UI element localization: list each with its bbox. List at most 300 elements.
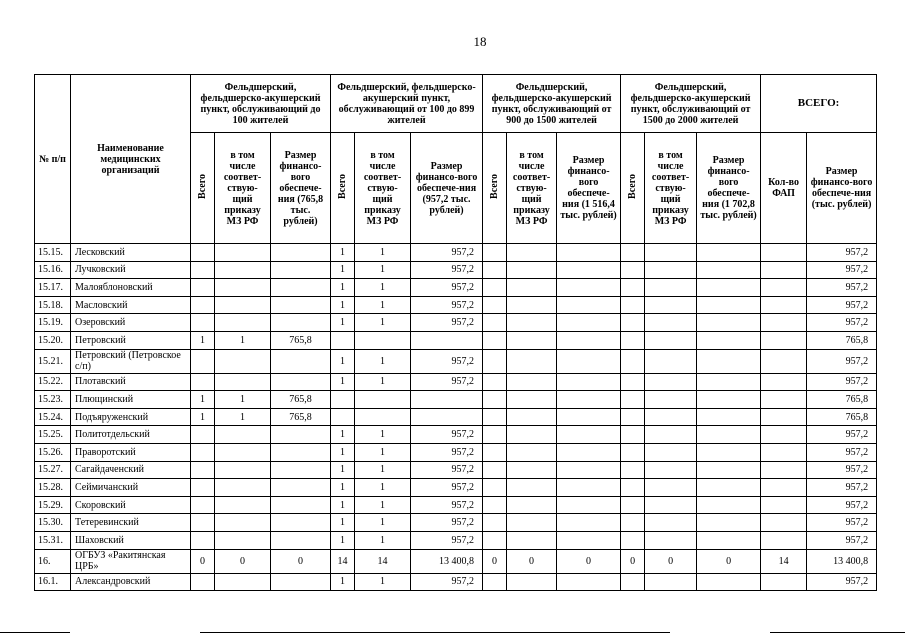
row-cell bbox=[557, 296, 621, 314]
row-cell: 1 bbox=[355, 496, 411, 514]
row-cell bbox=[271, 514, 331, 532]
row-cell bbox=[215, 244, 271, 262]
header-vsego-1: Всего bbox=[191, 133, 215, 244]
row-cell bbox=[215, 461, 271, 479]
row-cell bbox=[215, 531, 271, 549]
row-cell bbox=[557, 261, 621, 279]
row-number: 15.25. bbox=[35, 426, 71, 444]
row-cell: 1 bbox=[355, 573, 411, 591]
row-cell bbox=[697, 331, 761, 349]
row-cell: 765,8 bbox=[807, 331, 877, 349]
row-organization-name: Праворотский bbox=[71, 443, 191, 461]
row-cell: 765,8 bbox=[807, 391, 877, 409]
row-cell bbox=[645, 514, 697, 532]
row-organization-name: Плющинский bbox=[71, 391, 191, 409]
row-number: 15.23. bbox=[35, 391, 71, 409]
row-cell bbox=[645, 314, 697, 332]
row-organization-name: Подъяруженский bbox=[71, 408, 191, 426]
row-cell bbox=[621, 296, 645, 314]
bottom-rule-left bbox=[0, 632, 70, 633]
row-number: 16.1. bbox=[35, 573, 71, 591]
row-cell: 13 400,8 bbox=[411, 549, 483, 573]
row-cell: 957,2 bbox=[807, 261, 877, 279]
row-cell bbox=[355, 331, 411, 349]
row-cell bbox=[331, 331, 355, 349]
header-group-2: Фельдшерский, фельдшерско-акушерский пункт, обслуживающий от 100 до 899 жителей bbox=[331, 75, 483, 133]
row-cell: 1 bbox=[215, 391, 271, 409]
row-cell bbox=[507, 514, 557, 532]
row-organization-name: Лесковский bbox=[71, 244, 191, 262]
row-cell: 957,2 bbox=[411, 244, 483, 262]
row-cell bbox=[645, 296, 697, 314]
row-cell bbox=[761, 496, 807, 514]
row-cell: 957,2 bbox=[411, 443, 483, 461]
row-cell bbox=[483, 314, 507, 332]
header-v-tom-1: в том числе соответ-ствую-щий приказу МЗ РФ bbox=[215, 133, 271, 244]
row-cell: 14 bbox=[355, 549, 411, 573]
row-cell bbox=[761, 279, 807, 297]
row-number: 15.30. bbox=[35, 514, 71, 532]
row-cell: 957,2 bbox=[807, 573, 877, 591]
row-cell: 1 bbox=[331, 496, 355, 514]
header-group-3: Фельдшерский, фельдшерско-акушерский пункт, обслуживающий от 900 до 1500 жителей bbox=[483, 75, 621, 133]
row-cell: 1 bbox=[355, 373, 411, 391]
row-cell bbox=[621, 514, 645, 532]
header-v-tom-3: в том числе соответ-ствую-щий приказу МЗ РФ bbox=[507, 133, 557, 244]
row-cell bbox=[697, 443, 761, 461]
row-cell: 957,2 bbox=[411, 373, 483, 391]
row-number: 15.15. bbox=[35, 244, 71, 262]
bottom-rule-center bbox=[200, 632, 670, 633]
row-cell bbox=[191, 531, 215, 549]
row-cell bbox=[697, 514, 761, 532]
row-cell: 1 bbox=[355, 314, 411, 332]
row-cell bbox=[621, 461, 645, 479]
row-cell bbox=[215, 443, 271, 461]
row-cell: 957,2 bbox=[807, 349, 877, 373]
row-cell bbox=[761, 296, 807, 314]
row-cell bbox=[621, 373, 645, 391]
row-cell bbox=[697, 261, 761, 279]
row-cell bbox=[761, 479, 807, 497]
header-fin-3: Размер финансо-вого обеспече-ния (1 516,4 тыс. рублей) bbox=[557, 133, 621, 244]
row-cell bbox=[483, 391, 507, 409]
row-cell: 14 bbox=[331, 549, 355, 573]
row-cell bbox=[191, 244, 215, 262]
table-row bbox=[35, 479, 877, 497]
header-v-tom-4: в том числе соответ-ствую-щий приказу МЗ РФ bbox=[645, 133, 697, 244]
row-cell bbox=[483, 443, 507, 461]
row-cell: 1 bbox=[355, 279, 411, 297]
row-cell bbox=[645, 279, 697, 297]
row-cell bbox=[483, 426, 507, 444]
table-row bbox=[35, 573, 877, 591]
row-cell bbox=[621, 261, 645, 279]
row-number: 15.19. bbox=[35, 314, 71, 332]
row-cell bbox=[697, 479, 761, 497]
row-cell bbox=[507, 443, 557, 461]
row-cell: 0 bbox=[191, 549, 215, 573]
row-cell: 957,2 bbox=[807, 531, 877, 549]
row-cell bbox=[645, 408, 697, 426]
row-cell bbox=[761, 531, 807, 549]
row-cell: 957,2 bbox=[807, 426, 877, 444]
table-row bbox=[35, 261, 877, 279]
row-cell bbox=[331, 391, 355, 409]
page-number: 18 bbox=[473, 34, 487, 49]
row-cell bbox=[697, 349, 761, 373]
row-cell bbox=[761, 314, 807, 332]
row-cell bbox=[271, 531, 331, 549]
header-fin-2: Размер финансо-вого обеспече-ния (957,2 тыс. рублей) bbox=[411, 133, 483, 244]
row-cell bbox=[697, 373, 761, 391]
row-cell: 1 bbox=[331, 573, 355, 591]
row-cell bbox=[271, 461, 331, 479]
table-row bbox=[35, 314, 877, 332]
row-cell bbox=[483, 279, 507, 297]
header-vsego-3: Всего bbox=[483, 133, 507, 244]
row-cell bbox=[215, 296, 271, 314]
row-cell bbox=[557, 531, 621, 549]
row-cell bbox=[215, 261, 271, 279]
row-cell bbox=[645, 461, 697, 479]
row-number: 15.26. bbox=[35, 443, 71, 461]
header-kol-fap: Кол-во ФАП bbox=[761, 133, 807, 244]
row-cell: 957,2 bbox=[411, 296, 483, 314]
table-row bbox=[35, 531, 877, 549]
row-number: 15.22. bbox=[35, 373, 71, 391]
row-cell: 957,2 bbox=[411, 314, 483, 332]
row-cell bbox=[761, 461, 807, 479]
row-number: 15.24. bbox=[35, 408, 71, 426]
row-cell bbox=[645, 443, 697, 461]
row-cell bbox=[271, 296, 331, 314]
row-organization-name: ОГБУЗ «Ракитянская ЦРБ» bbox=[71, 549, 191, 573]
table-row bbox=[35, 549, 877, 573]
row-cell: 0 bbox=[697, 549, 761, 573]
row-cell bbox=[557, 314, 621, 332]
row-cell bbox=[761, 426, 807, 444]
row-cell bbox=[557, 244, 621, 262]
row-cell bbox=[761, 443, 807, 461]
row-cell bbox=[761, 349, 807, 373]
table-body bbox=[35, 244, 877, 591]
financing-table bbox=[34, 74, 877, 591]
row-cell: 957,2 bbox=[807, 496, 877, 514]
row-cell: 0 bbox=[215, 549, 271, 573]
row-cell bbox=[215, 514, 271, 532]
row-cell bbox=[507, 496, 557, 514]
row-cell bbox=[483, 408, 507, 426]
row-number: 15.17. bbox=[35, 279, 71, 297]
row-cell bbox=[621, 426, 645, 444]
row-cell: 0 bbox=[271, 549, 331, 573]
row-cell bbox=[215, 479, 271, 497]
row-organization-name: Петровский (Петровское с/п) bbox=[71, 349, 191, 373]
header-fin-1: Размер финансо-вого обеспече-ния (765,8 тыс. рублей) bbox=[271, 133, 331, 244]
row-cell: 1 bbox=[191, 331, 215, 349]
row-cell bbox=[645, 573, 697, 591]
row-cell bbox=[271, 373, 331, 391]
row-cell bbox=[621, 244, 645, 262]
row-cell bbox=[761, 391, 807, 409]
row-cell bbox=[557, 443, 621, 461]
row-cell: 1 bbox=[355, 261, 411, 279]
table-row bbox=[35, 426, 877, 444]
row-cell bbox=[483, 331, 507, 349]
header-v-tom-2: в том числе соответ-ствую-щий приказу МЗ РФ bbox=[355, 133, 411, 244]
header-vsego-2: Всего bbox=[331, 133, 355, 244]
row-organization-name: Сеймичанский bbox=[71, 479, 191, 497]
row-cell bbox=[191, 514, 215, 532]
row-cell bbox=[557, 461, 621, 479]
row-cell bbox=[507, 573, 557, 591]
header-group-1: Фельдшерский, фельдшерско-акушерский пункт, обслуживающий до 100 жителей bbox=[191, 75, 331, 133]
row-cell bbox=[557, 514, 621, 532]
row-cell bbox=[411, 331, 483, 349]
row-cell: 957,2 bbox=[807, 296, 877, 314]
row-cell bbox=[761, 244, 807, 262]
row-cell bbox=[507, 391, 557, 409]
row-organization-name: Масловский bbox=[71, 296, 191, 314]
row-cell bbox=[557, 573, 621, 591]
table-row bbox=[35, 349, 877, 373]
row-cell bbox=[507, 314, 557, 332]
row-cell: 765,8 bbox=[271, 391, 331, 409]
row-cell bbox=[215, 496, 271, 514]
row-cell: 957,2 bbox=[411, 349, 483, 373]
row-cell: 1 bbox=[355, 426, 411, 444]
row-organization-name: Малояблоновский bbox=[71, 279, 191, 297]
row-cell bbox=[761, 331, 807, 349]
row-cell bbox=[271, 479, 331, 497]
row-cell bbox=[483, 531, 507, 549]
row-cell: 1 bbox=[331, 373, 355, 391]
row-cell bbox=[483, 461, 507, 479]
row-cell bbox=[621, 331, 645, 349]
row-cell: 14 bbox=[761, 549, 807, 573]
table-row bbox=[35, 331, 877, 349]
row-cell bbox=[557, 426, 621, 444]
row-cell bbox=[621, 279, 645, 297]
row-cell bbox=[191, 479, 215, 497]
row-cell: 1 bbox=[331, 426, 355, 444]
row-cell bbox=[645, 531, 697, 549]
row-cell: 1 bbox=[355, 296, 411, 314]
row-cell: 1 bbox=[215, 408, 271, 426]
row-cell bbox=[557, 331, 621, 349]
row-cell bbox=[557, 408, 621, 426]
row-cell bbox=[191, 279, 215, 297]
row-number: 15.31. bbox=[35, 531, 71, 549]
row-cell bbox=[271, 496, 331, 514]
row-organization-name: Скоровский bbox=[71, 496, 191, 514]
row-cell bbox=[761, 573, 807, 591]
row-cell bbox=[271, 573, 331, 591]
row-number: 15.28. bbox=[35, 479, 71, 497]
row-cell bbox=[557, 496, 621, 514]
row-cell: 1 bbox=[355, 479, 411, 497]
row-cell bbox=[697, 531, 761, 549]
row-cell bbox=[355, 408, 411, 426]
row-cell: 1 bbox=[191, 408, 215, 426]
header-fin-4: Размер финансо-вого обеспече-ния (1 702,8 тыс. рублей) bbox=[697, 133, 761, 244]
row-number: 16. bbox=[35, 549, 71, 573]
row-cell: 957,2 bbox=[411, 479, 483, 497]
table-row bbox=[35, 496, 877, 514]
row-organization-name: Озеровский bbox=[71, 314, 191, 332]
row-cell bbox=[645, 349, 697, 373]
row-cell bbox=[697, 496, 761, 514]
row-number: 15.27. bbox=[35, 461, 71, 479]
row-cell: 957,2 bbox=[411, 261, 483, 279]
row-cell bbox=[621, 573, 645, 591]
row-cell bbox=[191, 296, 215, 314]
row-number: 15.18. bbox=[35, 296, 71, 314]
row-cell bbox=[621, 496, 645, 514]
row-cell bbox=[191, 314, 215, 332]
row-cell bbox=[697, 279, 761, 297]
row-cell bbox=[621, 443, 645, 461]
header-fin-total: Размер финансо-вого обеспече-ния (тыс. рублей) bbox=[807, 133, 877, 244]
row-cell: 957,2 bbox=[807, 279, 877, 297]
row-cell bbox=[697, 391, 761, 409]
row-cell bbox=[507, 331, 557, 349]
row-number: 15.16. bbox=[35, 261, 71, 279]
row-cell: 1 bbox=[355, 443, 411, 461]
row-cell bbox=[507, 531, 557, 549]
row-cell: 1 bbox=[331, 314, 355, 332]
row-cell bbox=[621, 349, 645, 373]
row-cell bbox=[215, 349, 271, 373]
row-cell: 0 bbox=[621, 549, 645, 573]
row-cell: 1 bbox=[355, 514, 411, 532]
row-organization-name: Шаховский bbox=[71, 531, 191, 549]
row-cell: 1 bbox=[215, 331, 271, 349]
bottom-rule-right bbox=[770, 632, 905, 633]
row-cell bbox=[621, 531, 645, 549]
financing-table-wrapper bbox=[34, 74, 873, 591]
row-cell: 957,2 bbox=[411, 461, 483, 479]
row-cell bbox=[761, 514, 807, 532]
row-cell bbox=[483, 373, 507, 391]
row-cell: 765,8 bbox=[271, 331, 331, 349]
row-cell: 957,2 bbox=[807, 479, 877, 497]
row-cell bbox=[271, 244, 331, 262]
row-cell: 765,8 bbox=[271, 408, 331, 426]
row-cell: 957,2 bbox=[807, 314, 877, 332]
row-cell bbox=[557, 373, 621, 391]
row-cell bbox=[621, 479, 645, 497]
row-cell: 1 bbox=[355, 349, 411, 373]
row-cell bbox=[191, 373, 215, 391]
row-cell bbox=[697, 426, 761, 444]
row-cell: 1 bbox=[355, 244, 411, 262]
row-cell bbox=[271, 314, 331, 332]
row-cell: 957,2 bbox=[411, 426, 483, 444]
row-organization-name: Александровский bbox=[71, 573, 191, 591]
row-cell bbox=[271, 261, 331, 279]
row-cell bbox=[483, 573, 507, 591]
row-cell: 1 bbox=[331, 261, 355, 279]
row-organization-name: Политотдельский bbox=[71, 426, 191, 444]
row-cell bbox=[271, 426, 331, 444]
row-cell: 1 bbox=[331, 479, 355, 497]
row-number: 15.20. bbox=[35, 331, 71, 349]
row-cell: 957,2 bbox=[411, 514, 483, 532]
row-cell: 957,2 bbox=[411, 279, 483, 297]
row-cell bbox=[645, 331, 697, 349]
row-cell bbox=[215, 279, 271, 297]
row-cell: 1 bbox=[331, 349, 355, 373]
row-cell bbox=[191, 261, 215, 279]
row-organization-name: Сагайдаченский bbox=[71, 461, 191, 479]
row-cell bbox=[697, 296, 761, 314]
row-cell bbox=[215, 373, 271, 391]
row-cell bbox=[697, 408, 761, 426]
row-cell bbox=[645, 244, 697, 262]
row-cell bbox=[271, 279, 331, 297]
row-cell bbox=[215, 426, 271, 444]
row-cell bbox=[191, 573, 215, 591]
row-cell: 957,2 bbox=[411, 531, 483, 549]
row-cell: 0 bbox=[483, 549, 507, 573]
row-cell: 1 bbox=[331, 244, 355, 262]
row-cell bbox=[645, 496, 697, 514]
row-cell: 0 bbox=[557, 549, 621, 573]
table-row bbox=[35, 244, 877, 262]
row-cell bbox=[621, 314, 645, 332]
row-cell bbox=[191, 349, 215, 373]
row-cell bbox=[215, 573, 271, 591]
row-cell bbox=[483, 349, 507, 373]
row-organization-name: Петровский bbox=[71, 331, 191, 349]
row-cell bbox=[507, 408, 557, 426]
row-organization-name: Лучковский bbox=[71, 261, 191, 279]
row-number: 15.21. bbox=[35, 349, 71, 373]
row-cell bbox=[761, 261, 807, 279]
row-cell bbox=[621, 391, 645, 409]
row-cell bbox=[191, 443, 215, 461]
row-cell bbox=[507, 373, 557, 391]
row-cell bbox=[507, 479, 557, 497]
row-cell bbox=[645, 261, 697, 279]
row-cell bbox=[507, 261, 557, 279]
row-cell bbox=[557, 479, 621, 497]
header-total: ВСЕГО: bbox=[761, 75, 877, 133]
row-cell bbox=[355, 391, 411, 409]
table-row bbox=[35, 391, 877, 409]
row-cell bbox=[761, 408, 807, 426]
header-name: Наименование медицинских организаций bbox=[71, 75, 191, 244]
row-cell: 1 bbox=[331, 461, 355, 479]
row-cell bbox=[483, 514, 507, 532]
row-cell: 957,2 bbox=[807, 514, 877, 532]
table-row bbox=[35, 514, 877, 532]
row-cell bbox=[191, 496, 215, 514]
header-num: № п/п bbox=[35, 75, 71, 244]
row-cell: 1 bbox=[331, 531, 355, 549]
row-cell bbox=[557, 279, 621, 297]
row-cell: 13 400,8 bbox=[807, 549, 877, 573]
row-cell bbox=[557, 391, 621, 409]
row-cell bbox=[761, 373, 807, 391]
row-cell: 765,8 bbox=[807, 408, 877, 426]
table-row bbox=[35, 461, 877, 479]
row-cell bbox=[215, 314, 271, 332]
row-cell bbox=[697, 314, 761, 332]
row-cell bbox=[483, 244, 507, 262]
